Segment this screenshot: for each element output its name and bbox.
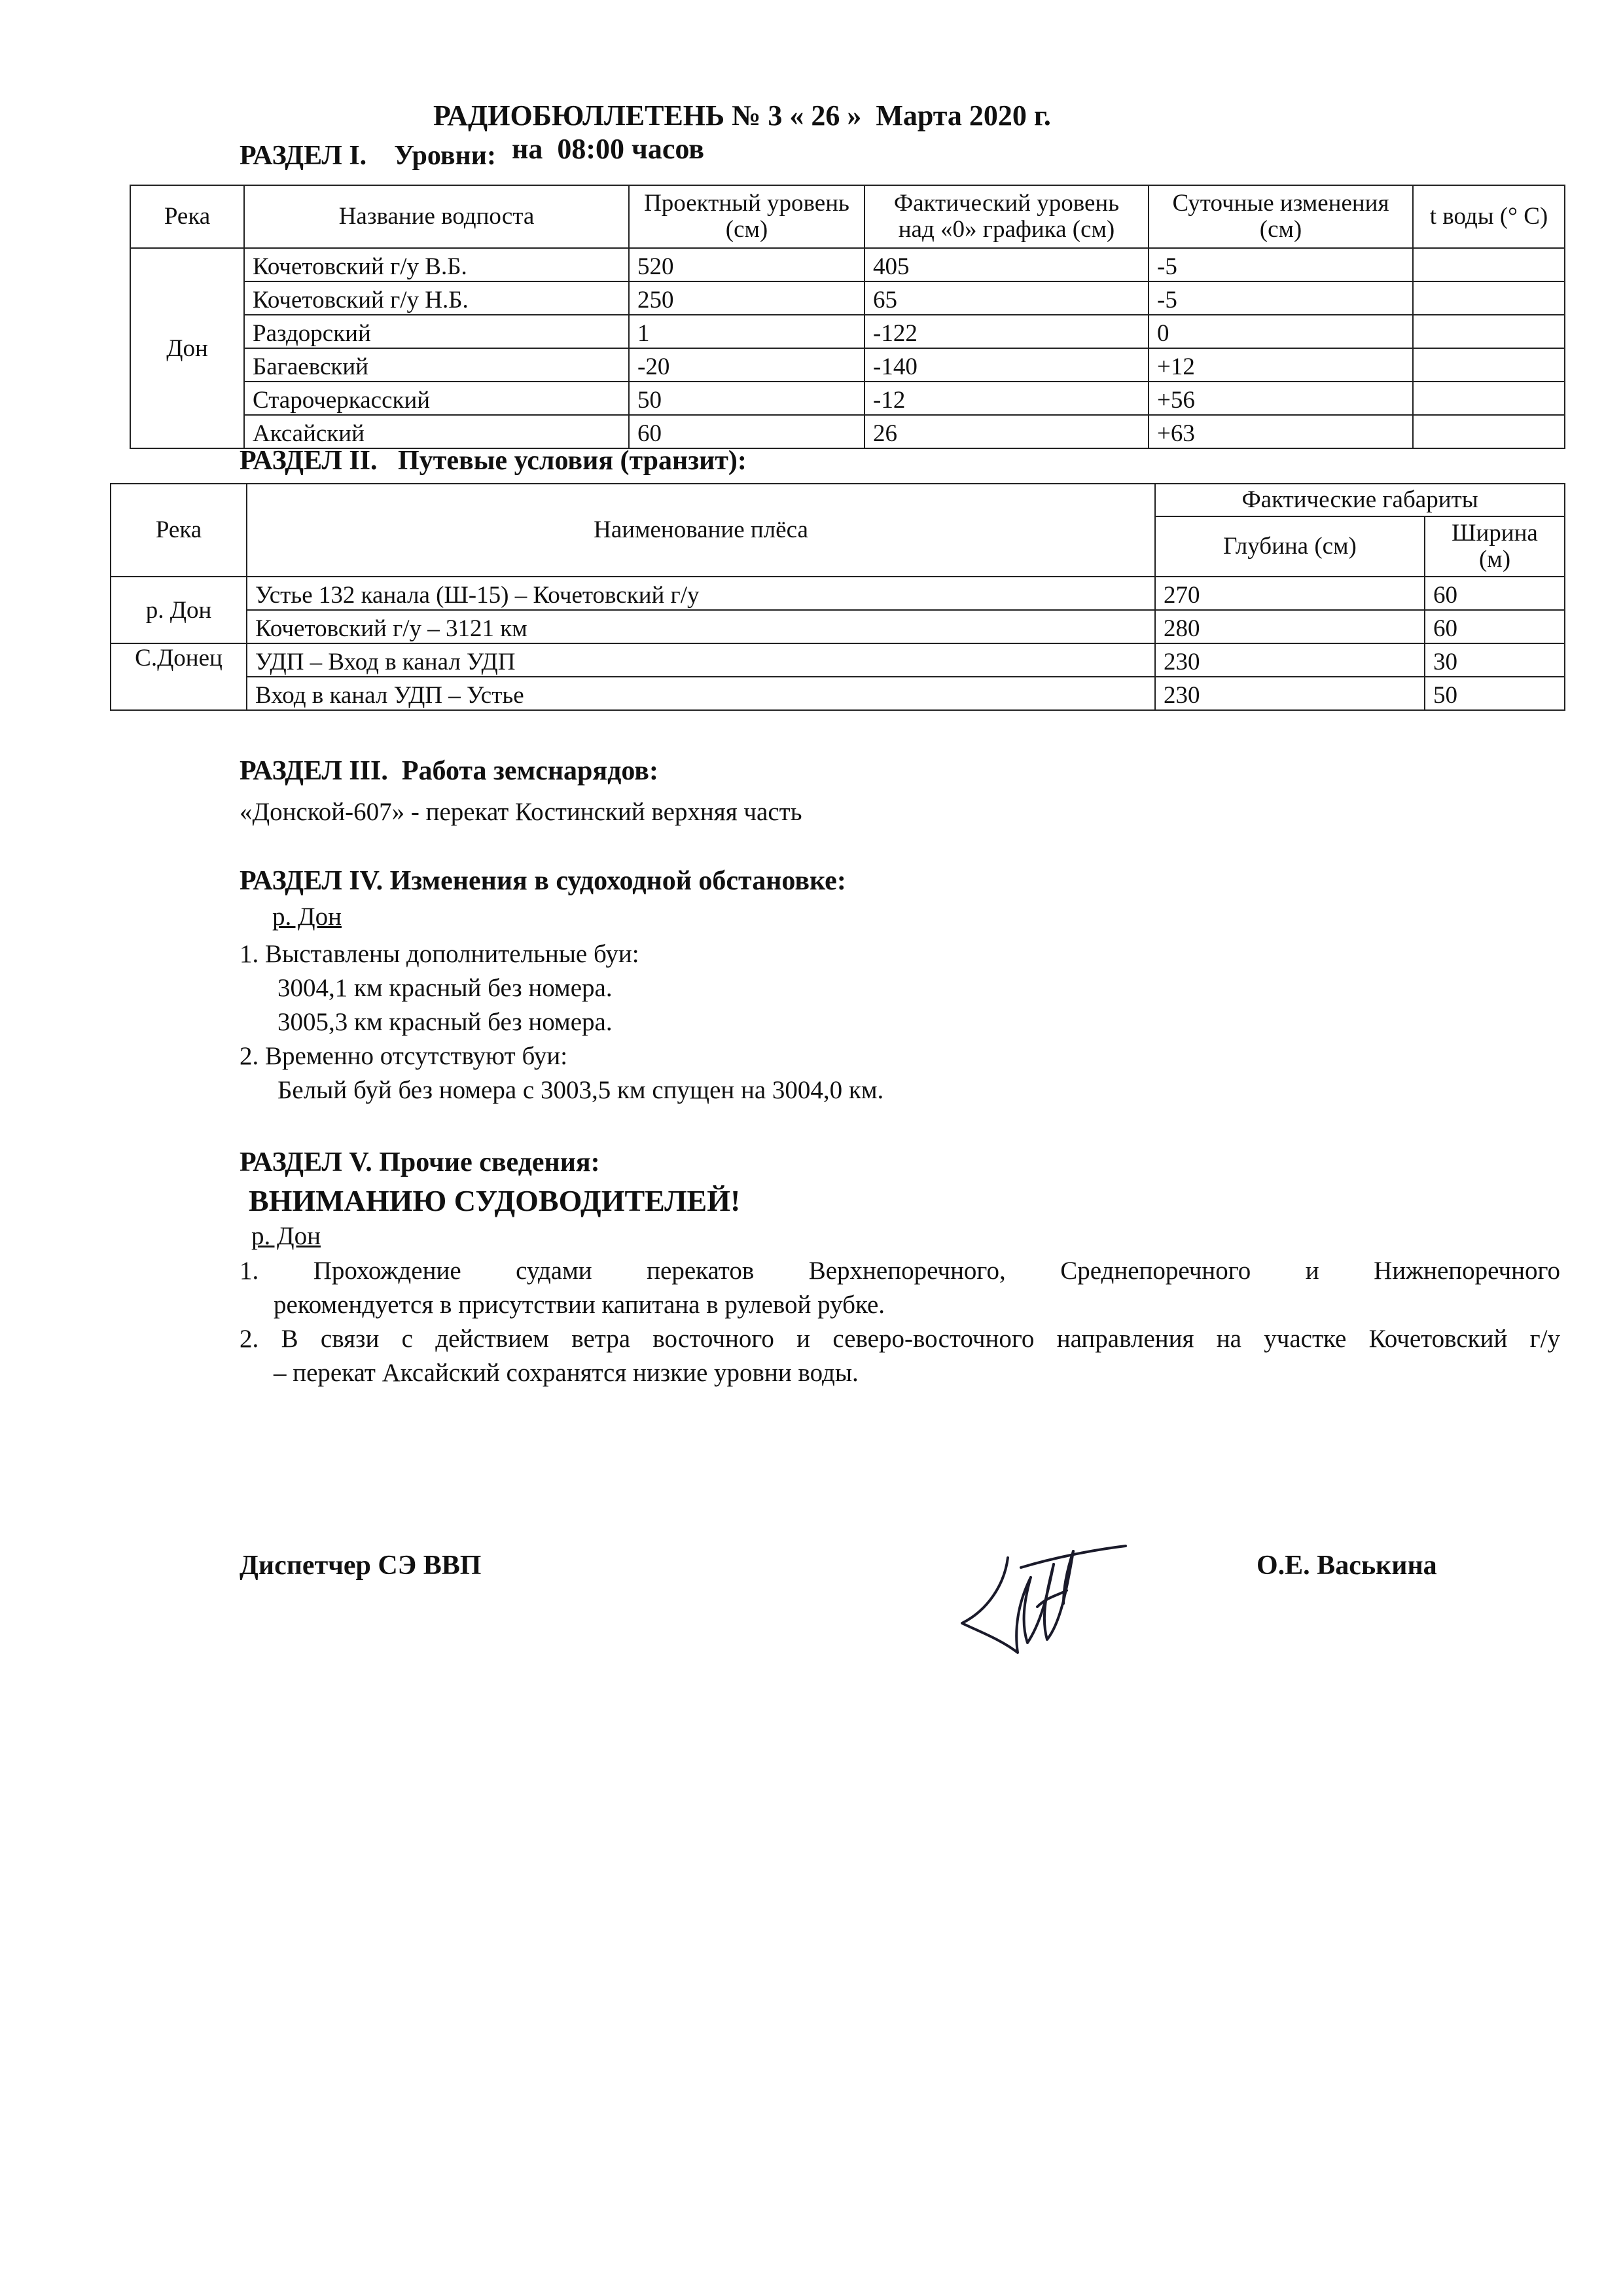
daily-change: +63 [1149,415,1413,448]
design-level: -20 [629,348,865,382]
river-cell: С.Донец [111,643,247,710]
table-row [111,677,1565,710]
col-actual-level: Фактический уровень над «0» графика (см) [865,185,1149,248]
section3-title: РАЗДЕЛ III. Работа земснарядов: [240,756,658,786]
actual-level: 65 [865,281,1149,315]
route-header-row [111,484,1565,516]
list-item: рекомендуется в присутствии капитана в рулевой рубке. [274,1291,885,1319]
col-reach: Наименование плёса [247,484,1155,577]
signature-image [942,1525,1139,1669]
dredger-info: «Донской-607» - перекат Костинский верхняя часть [240,798,802,826]
reach-name: Устье 132 канала (Ш-15) – Кочетовский г/у [247,577,1155,610]
daily-change: +12 [1149,348,1413,382]
table-row [130,348,1565,382]
width-value: 60 [1425,610,1565,643]
post-name: Старочеркасский [244,382,629,415]
design-level: 1 [629,315,865,348]
col-width: Ширина (м) [1425,516,1565,577]
title-time: на 08:00 часов [512,133,705,165]
reach-name: Кочетовский г/у – 3121 км [247,610,1155,643]
title-text: РАДИОБЮЛЛЕТЕНЬ № 3 « 26 » Марта 2020 г. [433,99,1051,132]
actual-level: -122 [865,315,1149,348]
daily-change: -5 [1149,248,1413,281]
depth-value: 280 [1155,610,1425,643]
post-name: Кочетовский г/у Н.Б. [244,281,629,315]
list-item: – перекат Аксайский сохранятся низкие уровни воды. [274,1359,859,1387]
levels-table [130,185,1565,449]
table-row [130,315,1565,348]
table-row [111,643,1565,677]
section5-notes [240,1254,1560,1390]
table-row [111,577,1565,610]
post-name: Кочетовский г/у В.Б. [244,248,629,281]
list-item: 1. Прохождение судами перекатов Верхнепоречного, Среднепоречного и Нижнепоречного [240,1257,1560,1285]
actual-level: -12 [865,382,1149,415]
post-name: Багаевский [244,348,629,382]
list-item: 3005,3 км красный без номера. [277,1008,613,1036]
table-row [130,248,1565,281]
col-post: Название водпоста [244,185,629,248]
list-item: 2. В связи с действием ветра восточного и северо-восточного направления на участке Кочетовский г/у [240,1325,1560,1353]
col-depth: Глубина (см) [1155,516,1425,577]
levels-header-row [130,185,1565,248]
col-water-temp: t воды (° С) [1413,185,1565,248]
section4-title: РАЗДЕЛ IV. Изменения в судоходной обстановке: [240,866,846,896]
post-name: Аксайский [244,415,629,448]
daily-change: +56 [1149,382,1413,415]
water-temp [1413,315,1565,348]
dispatcher-title: Диспетчер СЭ ВВП [240,1551,482,1581]
table-row [111,610,1565,643]
col-daily-change: Суточные изменения (см) [1149,185,1413,248]
width-value: 30 [1425,643,1565,677]
dispatcher-name: О.Е. Васькина [1257,1551,1437,1581]
design-level: 50 [629,382,865,415]
bulletin-title [419,65,1051,166]
table-row [130,382,1565,415]
reach-name: Вход в канал УДП – Устье [247,677,1155,710]
list-item: Белый буй без номера с 3003,5 км спущен на 3004,0 км. [277,1076,884,1104]
river-cell: Дон [130,248,244,448]
design-level: 520 [629,248,865,281]
actual-level: -140 [865,348,1149,382]
water-temp [1413,248,1565,281]
actual-level: 26 [865,415,1149,448]
col-dimensions: Фактические габариты [1155,484,1565,516]
river-cell: р. Дон [111,577,247,643]
attention-heading: ВНИМАНИЮ СУДОВОДИТЕЛЕЙ! [249,1184,741,1217]
section4-river: р. Дон [272,903,342,931]
water-temp [1413,415,1565,448]
daily-change: -5 [1149,281,1413,315]
daily-change: 0 [1149,315,1413,348]
section5-title: РАЗДЕЛ V. Прочие сведения: [240,1147,600,1177]
water-temp [1413,382,1565,415]
width-value: 50 [1425,677,1565,710]
section2-title: РАЗДЕЛ II. Путевые условия (транзит): [240,446,747,476]
section1-title: РАЗДЕЛ I. Уровни: [240,141,496,171]
width-value: 60 [1425,577,1565,610]
col-river: Река [111,484,247,577]
table-row [130,281,1565,315]
depth-value: 230 [1155,643,1425,677]
col-river: Река [130,185,244,248]
list-item: 2. Временно отсутствуют буи: [240,1042,568,1070]
post-name: Раздорский [244,315,629,348]
water-temp [1413,281,1565,315]
section5-river: р. Дон [251,1222,321,1250]
signature-icon [942,1525,1139,1669]
actual-level: 405 [865,248,1149,281]
reach-name: УДП – Вход в канал УДП [247,643,1155,677]
design-level: 250 [629,281,865,315]
list-item: 3004,1 км красный без номера. [277,974,613,1002]
list-item: 1. Выставлены дополнительные буи: [240,940,639,968]
water-temp [1413,348,1565,382]
route-table [110,483,1565,711]
design-level: 60 [629,415,865,448]
depth-value: 270 [1155,577,1425,610]
depth-value: 230 [1155,677,1425,710]
section4-list [240,937,1548,1107]
table-row [130,415,1565,448]
col-design-level: Проектный уровень (см) [629,185,865,248]
